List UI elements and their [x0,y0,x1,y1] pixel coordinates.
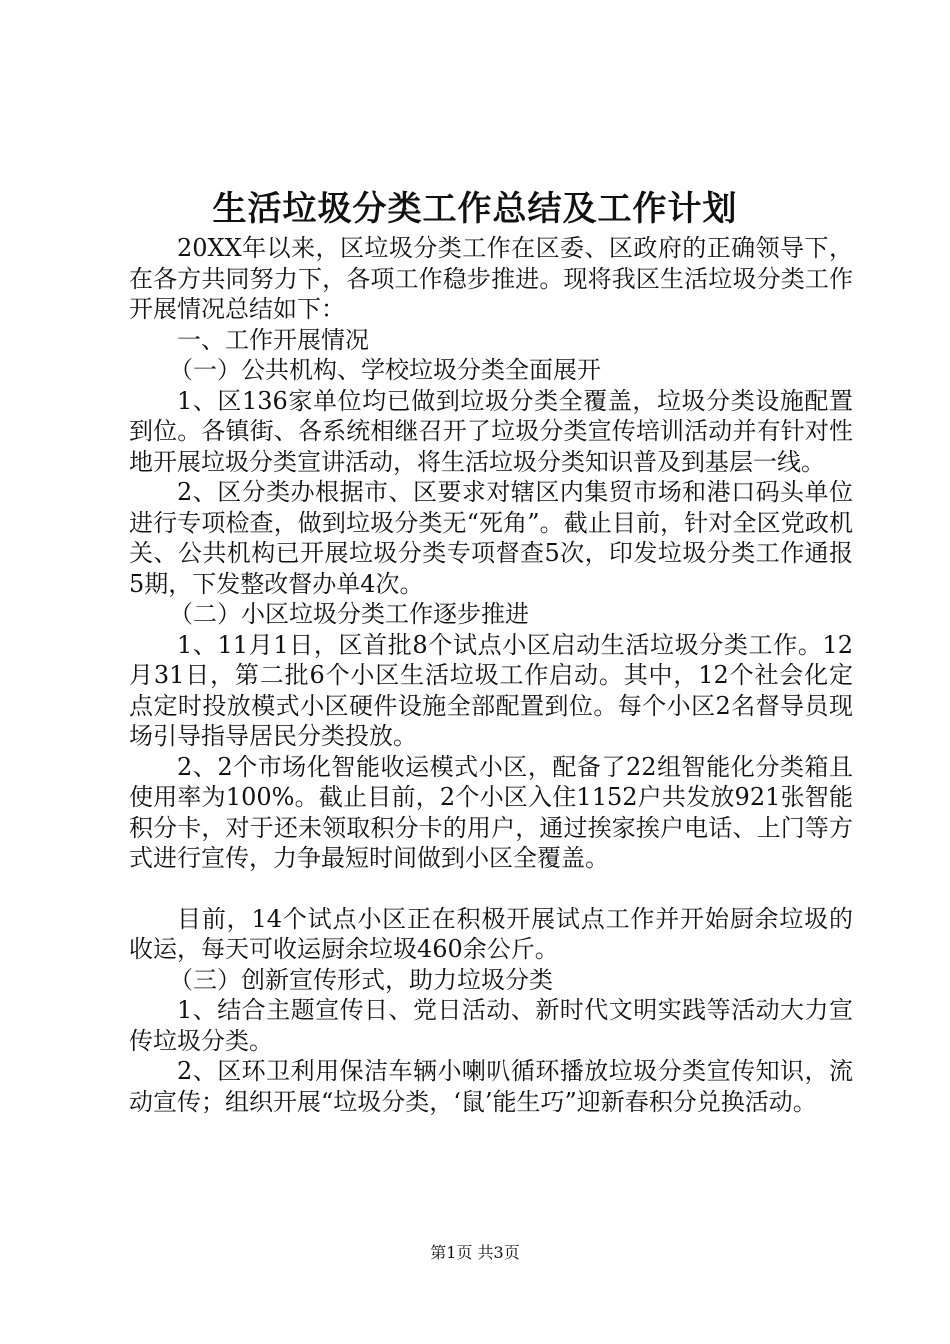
paragraph-1-1: 1、区136家单位均已做到垃圾分类全覆盖，垃圾分类设施配置到位。各镇街、各系统相继召开了垃圾分类宣传培训活动并有针对性地开展垃圾分类宣讲活动，将生活垃圾分类知识普及到基层一线。 [129,386,853,476]
paragraph-intro: 20XX年以来，区垃圾分类工作在区委、区政府的正确领导下，在各方共同努力下，各项工作稳步推进。现将我区生活垃圾分类工作开展情况总结如下： [129,234,853,323]
paragraph-2-1: 1、11月1日，区首批8个试点小区启动生活垃圾分类工作。12月31日，第二批6个小区生活垃圾工作启动。其中，12个社会化定点定时投放模式小区硬件设施全部配置到位。每个小区2名督导员现场引导指导居民分类投放。 [129,630,853,750]
page-footer: 第1页 共3页 [430,1243,520,1262]
heading-subsection-1: （一）公共机构、学校垃圾分类全面展开 [169,356,601,384]
paragraph-2-3: 目前，14个试点小区正在积极开展试点工作并开始厨余垃圾的收运，每天可收运厨余垃圾460余公斤。 [129,904,853,963]
paragraph-2-2: 2、2个市场化智能收运模式小区，配备了22组智能化分类箱且使用率为100%。截止目前，2个小区入住1152户共发放921张智能积分卡，对于还未领取积分卡的用户，通过挨家挨户电话、上门等方式进行宣传，力争最短时间做到小区全覆盖。 [129,752,853,872]
document-body [129,233,853,1117]
document-title: 生活垃圾分类工作总结及工作计划 [212,189,738,229]
paragraph-3-1: 1、结合主题宣传日、党日活动、新时代文明实践等活动大力宣传垃圾分类。 [129,996,853,1055]
heading-section-1: 一、工作开展情况 [177,325,369,354]
paragraph-1-2: 2、区分类办根据市、区要求对辖区内集贸市场和港口码头单位进行专项检查，做到垃圾分类无“死角”。截止目前，针对全区党政机关、公共机构已开展垃圾分类专项督查5次，印发垃圾分类工作通报5期，下发整改督办单4次。 [129,478,853,598]
paragraph-3-2: 2、区环卫利用保洁车辆小喇叭循环播放垃圾分类宣传知识，流动宣传；组织开展“垃圾分类，‘鼠’能生巧”迎新春积分兑换活动。 [129,1057,853,1116]
heading-subsection-3: （三）创新宣传形式，助力垃圾分类 [169,965,553,994]
heading-subsection-2: （二）小区垃圾分类工作逐步推进 [169,600,529,628]
blank-line [129,874,853,904]
